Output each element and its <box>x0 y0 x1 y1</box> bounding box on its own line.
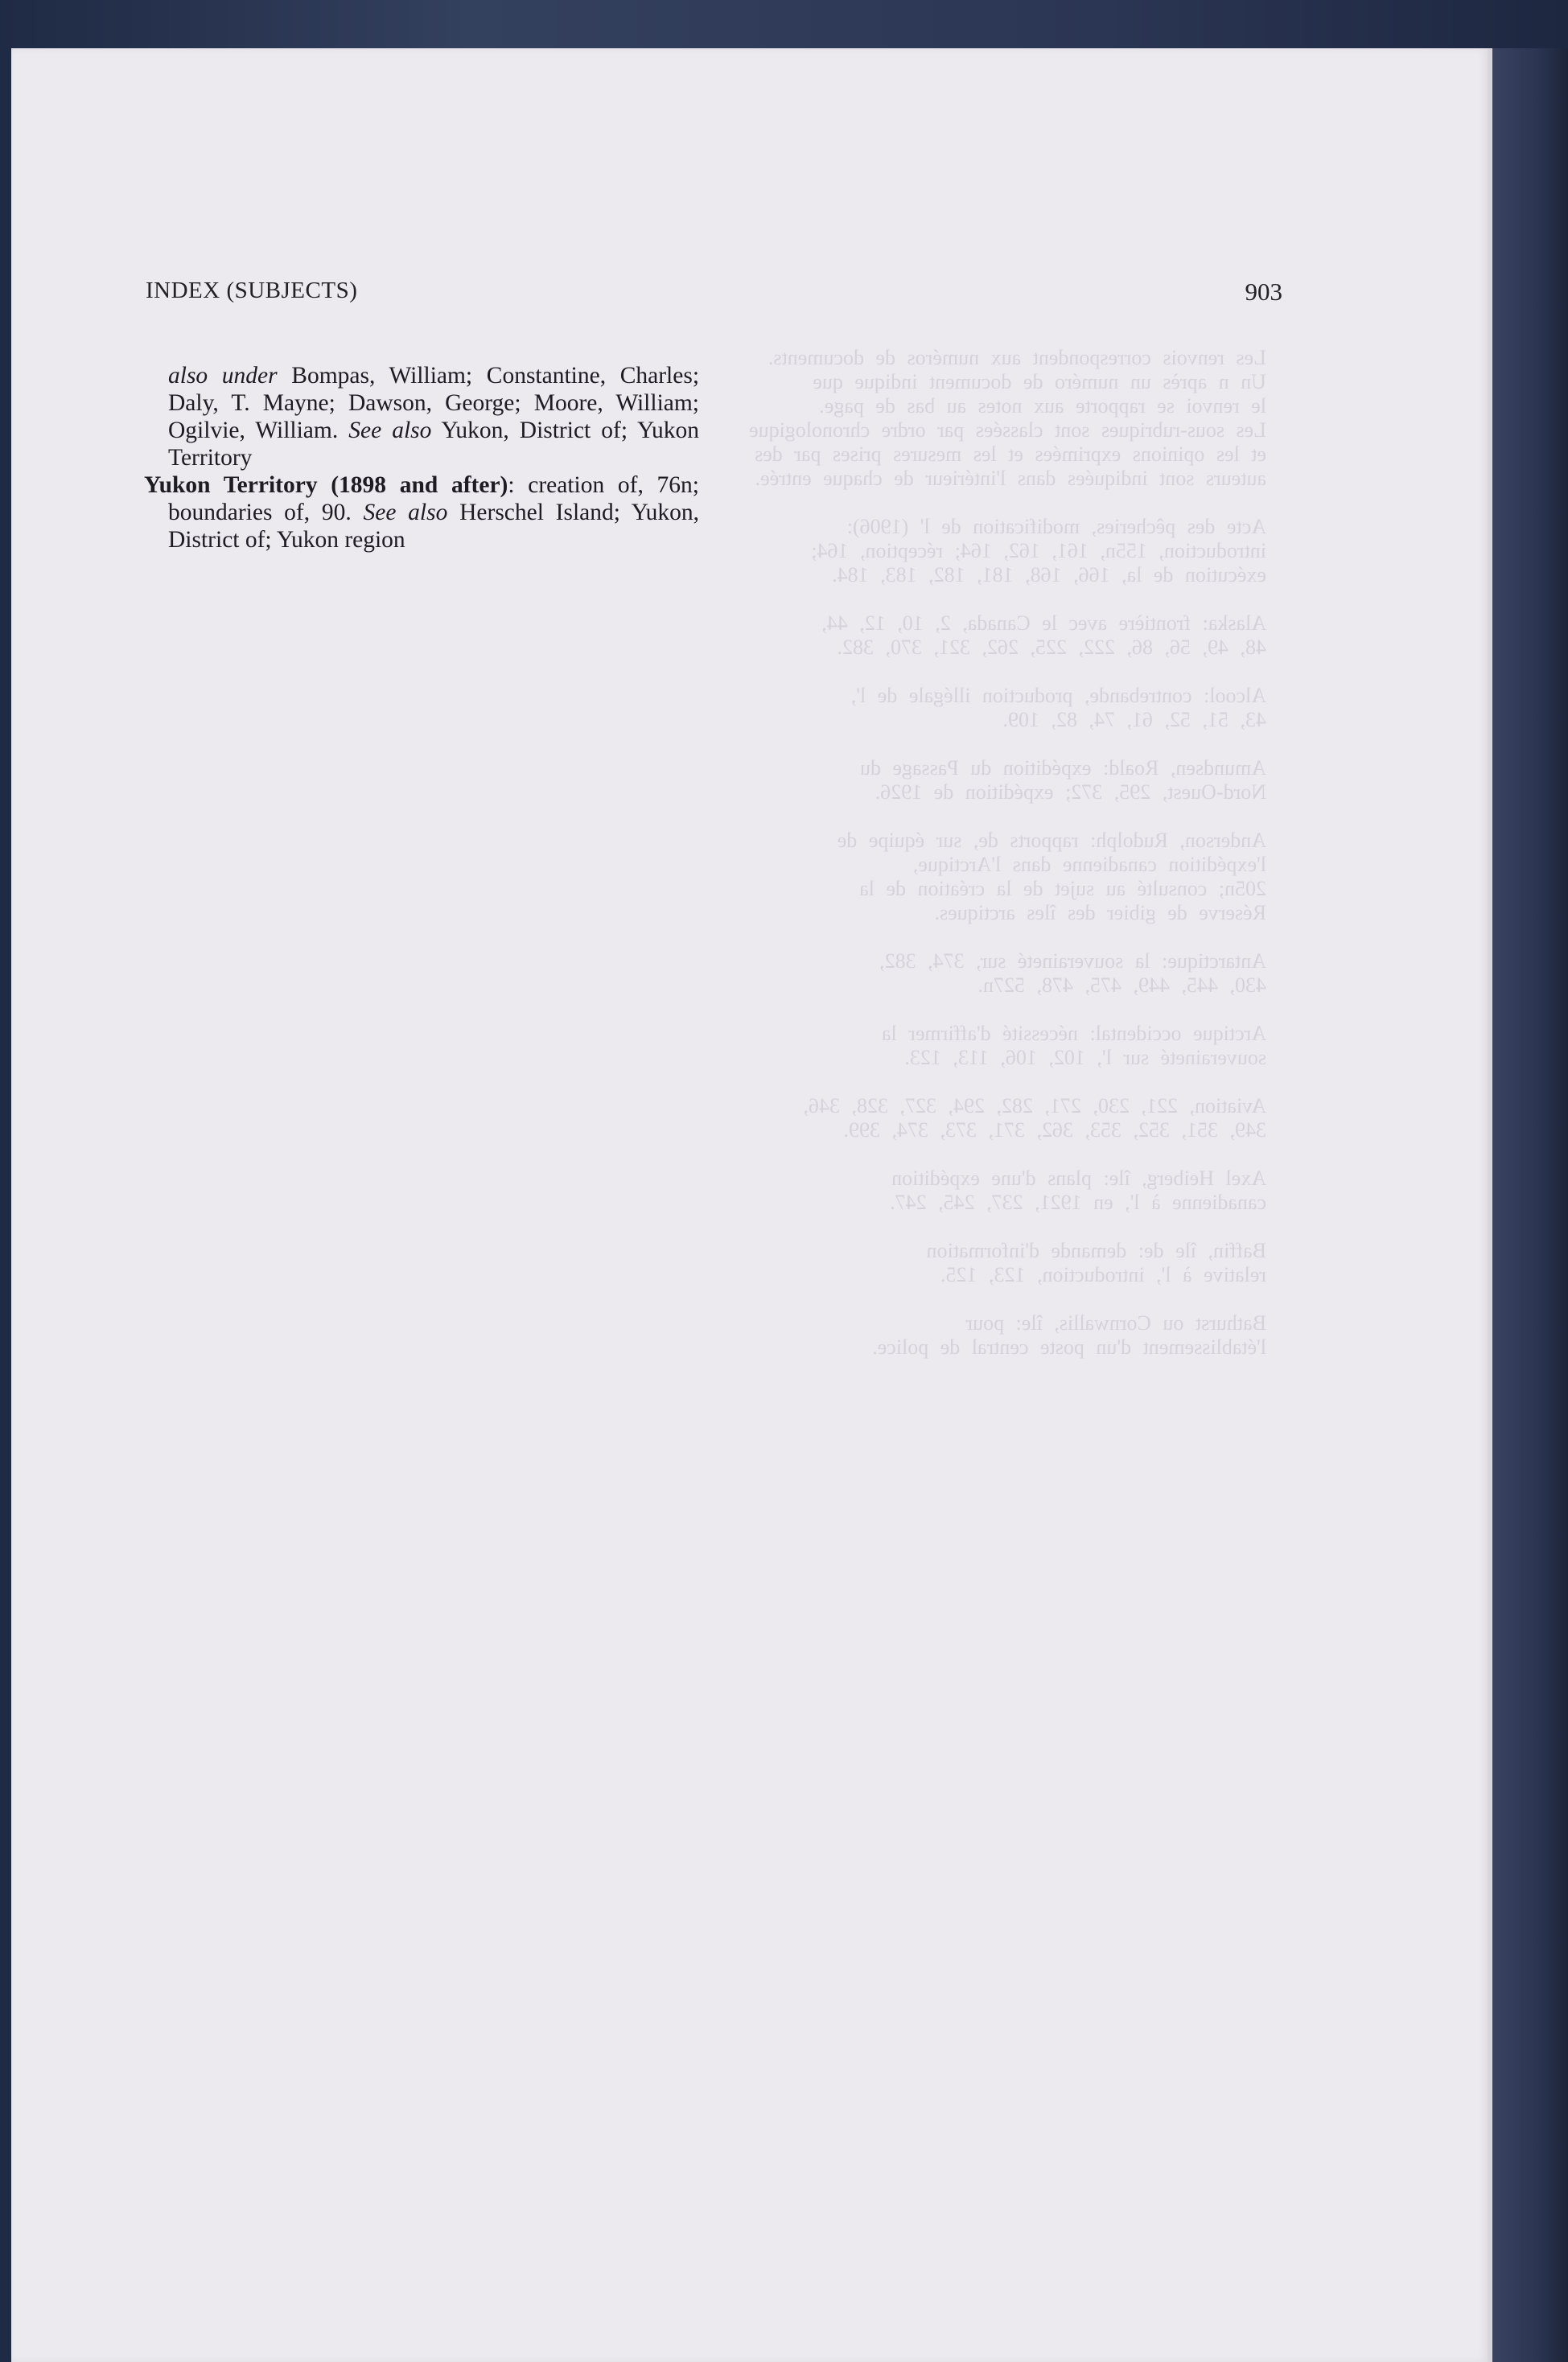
see-also-under-label: also under <box>168 363 278 389</box>
see-also-label: See also <box>348 418 432 443</box>
index-column <box>144 362 699 553</box>
index-entry-text: : creation of, 76n; boundaries of, 90. <box>168 472 699 525</box>
show-through-text: Les renvois correspondent aux numéros de documents. Un n après un numéro de document indique que le renvoi se rapporte aux notes au bas de page. Les sous-rubriques sont classées par ordre chronologique et les opinions exprimées et les mesures prises par des auteurs sont indiquées dans l'intérieur de chaque entrée. Acte des pêcheries, modification de l' (1906): introduction, 155n, 161, 162, 164; réception, 164; exécution de la, 166, 168, 181, 182, 183, 184. Alaska: frontière avec le Canada, 2, 10, 12, 44, 48, 49, 56, 86, 222, 225, 262, 321, 370, 382. Alcool: contrebande, production illégale de l', 43, 51, 52, 61, 74, 82, 109. Amundsen, Roald: expédition du Passage du Nord-Ouest, 295, 372; expédition de 1926. Anderson, Rudolph: rapports de, sur équipe de l'expédition canadienne dans l'Arctique, 205n; consulté au sujet de la création de la Réserve de gibier des îles arctiques. Antarctique: la souveraineté sur, 374, 382, 430, 445, 449, 475, 478, 527n. Arctique occidental: nécessité d'affirmer la souveraineté sur l', 102, 106, 113, 123. Aviation, 221, 230, 271, 282, 294, 327, 328, 346, 349, 351, 352, 353, 362, 371, 373, 374, 399. Axel Heiberg, île: plans d'une expédition canadienne à l', en 1921, 237, 245, 247. Baffin, île de: demande d'information relative à l', introduction, 123, 125. Bathurst ou Cornwallis, île: pour l'établissement d'un poste central de police. <box>749 346 1266 1359</box>
index-entry-continuation <box>144 362 699 471</box>
see-also-text: Herschel Island; Yukon, District of; Yukon region <box>168 500 700 553</box>
index-headword: Yukon Territory (1898 and after) <box>144 472 508 498</box>
see-also-text: Yukon, District of; Yukon Territory <box>168 418 699 471</box>
page-number: 903 <box>1245 278 1282 306</box>
index-page <box>11 48 1492 2362</box>
index-entry-yukon-territory <box>144 471 699 553</box>
running-head: INDEX (SUBJECTS) <box>146 278 358 303</box>
see-also-label: See also <box>363 500 448 525</box>
book-edge <box>1488 48 1568 2362</box>
see-also-under-text: Bompas, William; Constantine, Charles; Daly, T. Mayne; Dawson, George; Moore, William; Ogilvie, William. <box>168 363 700 443</box>
